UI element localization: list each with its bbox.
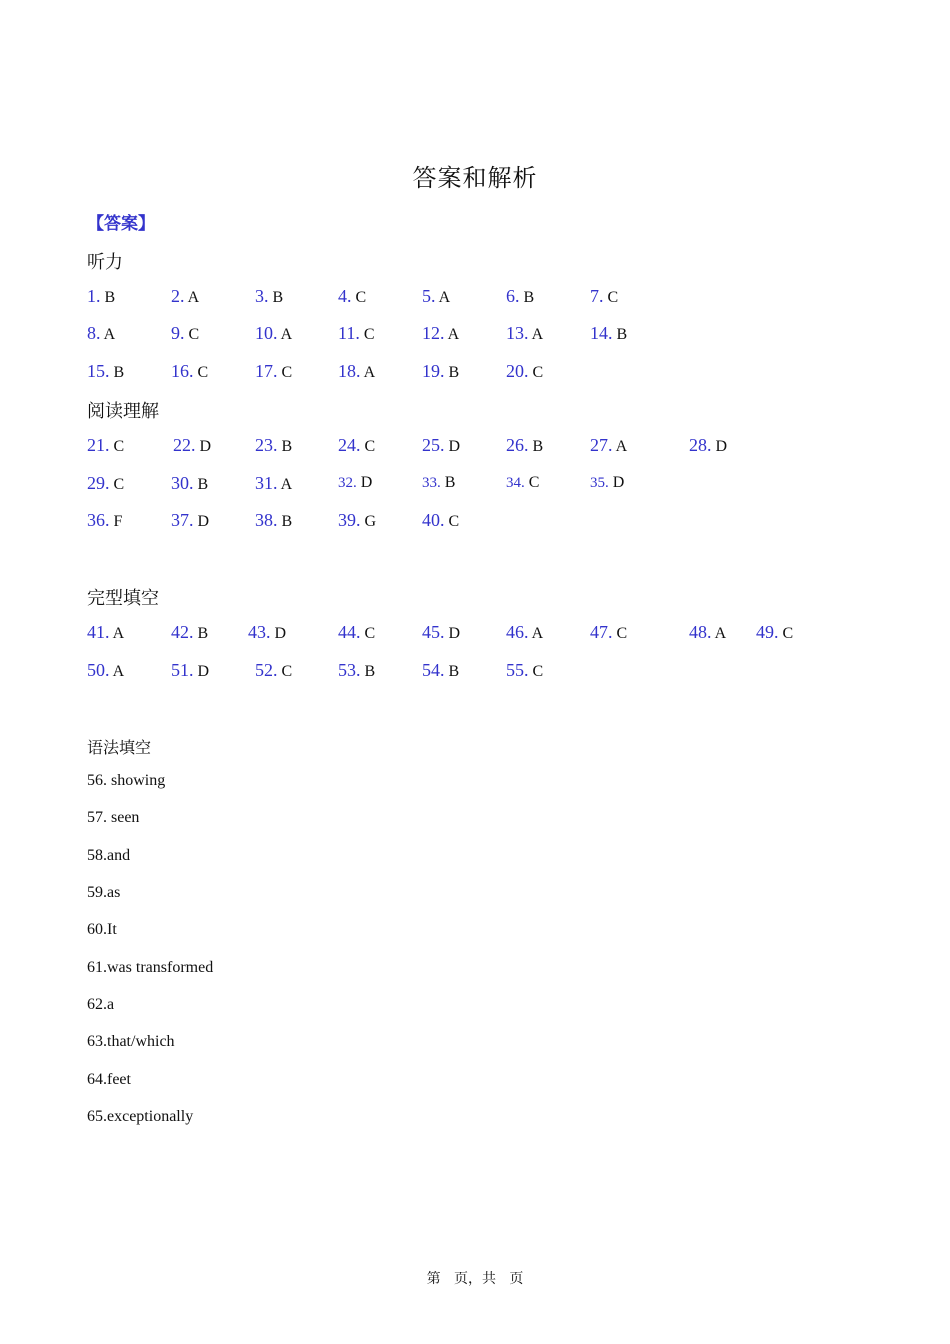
section-grammar: 语法填空 <box>87 738 152 757</box>
answer-item: 51. D <box>171 660 210 680</box>
grammar-answer: 56. showing <box>87 772 166 789</box>
answer-item: 55. C <box>506 660 544 680</box>
answer-item: 10. A <box>255 323 293 343</box>
answer-item: 44. C <box>338 622 376 642</box>
grammar-answer: 59.as <box>87 884 121 901</box>
grammar-answer: 63.that/which <box>87 1033 175 1050</box>
answer-item: 39. G <box>338 510 377 530</box>
page-title: 答案和解析 <box>412 164 538 192</box>
answer-item: 6. B <box>506 286 535 306</box>
answer-item: 25. D <box>422 435 461 455</box>
answer-item: 29. C <box>87 473 125 493</box>
grammar-answer: 58.and <box>87 847 131 864</box>
answer-item: 47. C <box>590 622 628 642</box>
section-listening: 听力 <box>87 252 123 273</box>
answer-item: 33. B <box>422 474 456 491</box>
grammar-answer: 57. seen <box>87 809 140 826</box>
answer-item: 3. B <box>255 286 284 306</box>
answer-item: 46. A <box>506 622 544 642</box>
grammar-answer: 60.It <box>87 921 117 938</box>
answer-item: 27. A <box>590 435 628 455</box>
grammar-answer: 65.exceptionally <box>87 1108 194 1125</box>
answer-item: 19. B <box>422 361 460 381</box>
answer-item: 34. C <box>506 474 540 491</box>
answer-item: 40. C <box>422 510 460 530</box>
answer-item: 9. C <box>171 323 200 343</box>
answer-label: 【答案】 <box>87 214 155 234</box>
answer-item: 18. A <box>338 361 376 381</box>
answer-item: 28. D <box>689 435 728 455</box>
answer-item: 17. C <box>255 361 293 381</box>
answer-item: 35. D <box>590 474 625 491</box>
answer-item: 30. B <box>171 473 209 493</box>
answer-item: 24. C <box>338 435 376 455</box>
answer-item: 31. A <box>255 473 293 493</box>
answer-item: 38. B <box>255 510 293 530</box>
answer-item: 36. F <box>87 510 123 530</box>
answer-item: 13. A <box>506 323 544 343</box>
answer-item: 11. C <box>338 323 375 343</box>
answer-item: 7. C <box>590 286 619 306</box>
answer-item: 52. C <box>255 660 293 680</box>
answer-item: 32. D <box>338 474 373 491</box>
answer-item: 21. C <box>87 435 125 455</box>
section-reading: 阅读理解 <box>87 401 159 422</box>
answer-item: 42. B <box>171 622 209 642</box>
answer-item: 43. D <box>248 622 287 642</box>
answer-item: 37. D <box>171 510 210 530</box>
answer-item: 20. C <box>506 361 544 381</box>
section-cloze: 完型填空 <box>87 588 159 609</box>
answer-item: 54. B <box>422 660 460 680</box>
answer-item: 41. A <box>87 622 125 642</box>
answer-item: 5. A <box>422 286 451 306</box>
answer-item: 49. C <box>756 622 794 642</box>
answer-item: 2. A <box>171 286 200 306</box>
answer-item: 8. A <box>87 323 116 343</box>
grammar-answer: 62.a <box>87 996 115 1013</box>
answer-item: 15. B <box>87 361 125 381</box>
answer-item: 1. B <box>87 286 116 306</box>
answer-item: 50. A <box>87 660 125 680</box>
answer-item: 12. A <box>422 323 460 343</box>
answer-item: 4. C <box>338 286 367 306</box>
grammar-answer: 64.feet <box>87 1071 131 1088</box>
answer-item: 23. B <box>255 435 293 455</box>
answer-item: 26. B <box>506 435 544 455</box>
answer-item: 22. D <box>173 435 212 455</box>
answer-item: 48. A <box>689 622 727 642</box>
answer-item: 45. D <box>422 622 461 642</box>
answer-item: 16. C <box>171 361 209 381</box>
answer-item: 53. B <box>338 660 376 680</box>
page-footer: 第 页，共 页 <box>426 1271 524 1287</box>
grammar-answer: 61.was transformed <box>87 959 214 976</box>
answer-item: 14. B <box>590 323 628 343</box>
